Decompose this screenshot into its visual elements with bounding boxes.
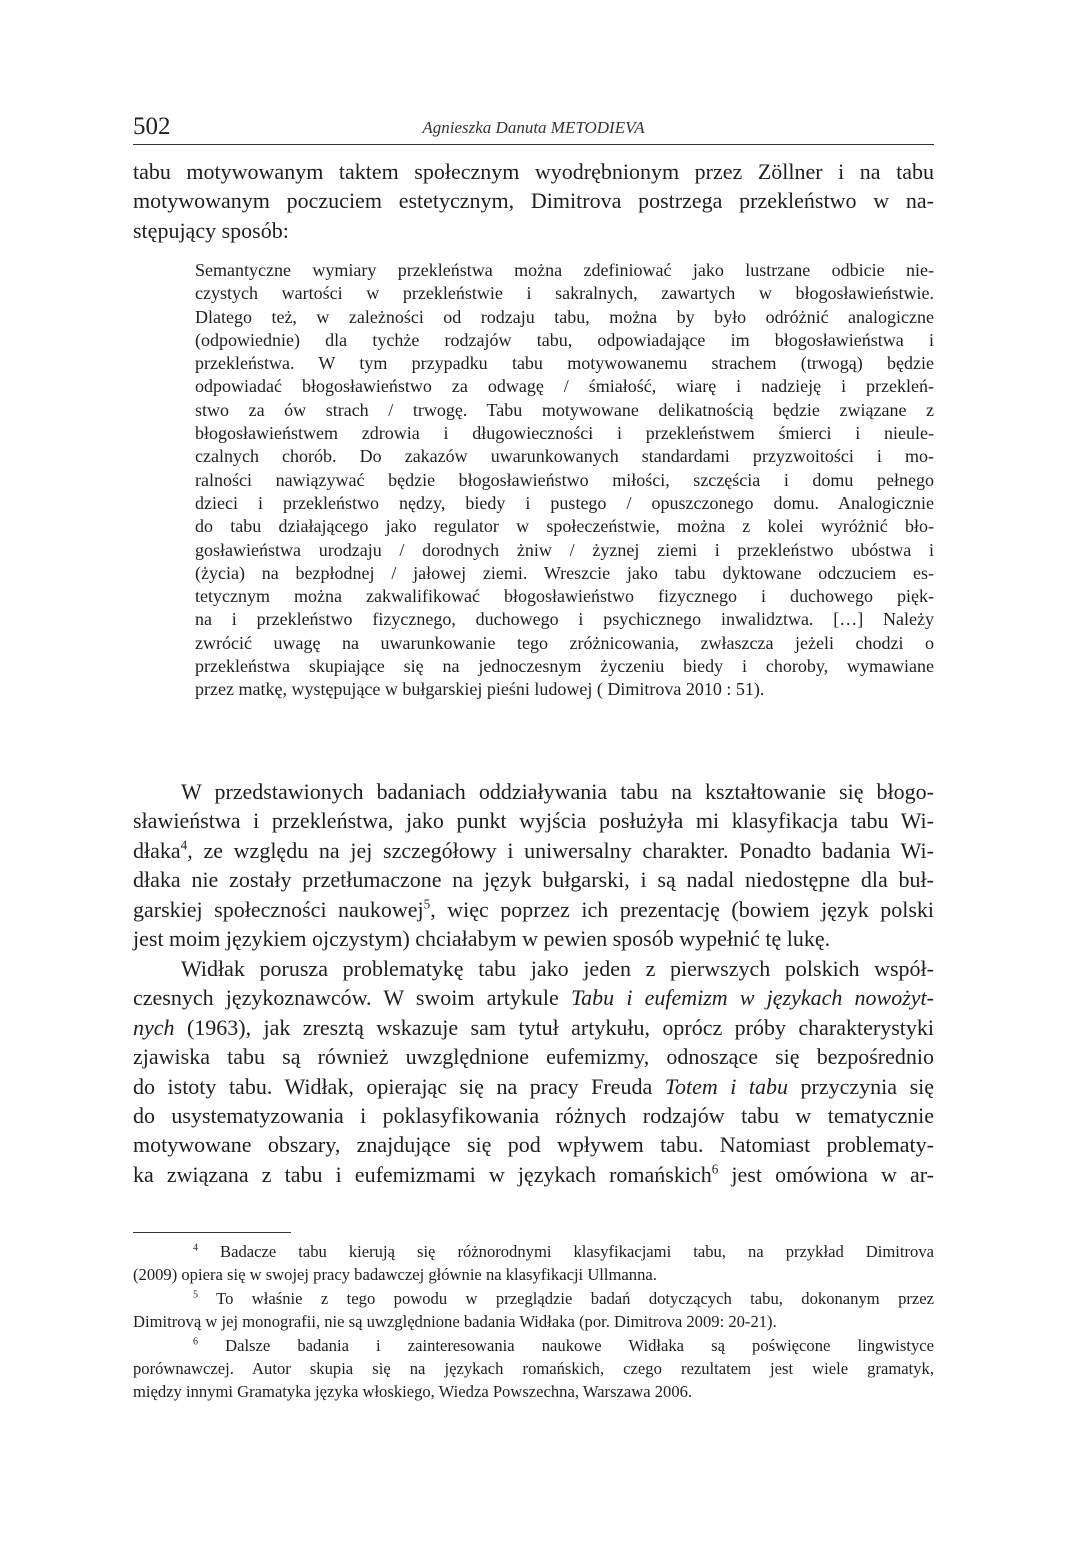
page-number: 502: [133, 113, 171, 140]
text-line: tabu motywowanym taktem społecznym wyodrębnionym przez Zöllner i na tabu: [133, 159, 934, 184]
quote-line: (odpowiednie) dla tychże rodzajów tabu, odpowiadające im błogosławieństwa i: [195, 329, 934, 350]
text-fragment: garskiej społeczności naukowej: [133, 896, 424, 922]
work-title-italic: Tabu i eufemizm w językach nowożyt-: [570, 985, 934, 1011]
quote-line: tetycznym można zakwalifikować błogosławieństwo fizycznego i duchowego pięk-: [195, 586, 934, 607]
text-line: do usystematyzowania i poklasyfikowania różnych rodzajów tabu w tematycznie: [133, 1103, 934, 1129]
intro-paragraph: [133, 157, 934, 245]
footnote-6-line: między innymi Gramatyka języka włoskiego, Wiedza Powszechna, Warszawa 2006.: [133, 1382, 693, 1402]
text-line: jest moim językiem ojczystym) chciałabym w pewien sposób wypełnić tę lukę.: [133, 926, 831, 952]
text-fragment: Dalsze badania i zainteresowania naukowe Widłaka są poświęcone lingwistyce: [225, 1335, 934, 1355]
widlak-paragraph: [133, 954, 934, 1189]
quote-line: dzieci i przekleństwo nędzy, biedy i pustego / opuszczonego domu. Analogicznie: [195, 492, 934, 513]
research-paragraph: [133, 777, 934, 953]
footnote-mark: 6: [193, 1336, 198, 1348]
quote-line: przekleństwa skupiające się na jednoczesnym życzeniu biedy i choroby, wymawiane: [195, 656, 934, 677]
text-fragment: dłaka: [133, 837, 181, 863]
quote-line: Semantyczne wymiary przekleństwa można zdefiniować jako lustrzane odbicie nie-: [195, 260, 934, 280]
text-line: dłaka nie zostały przetłumaczone na język bułgarski, i są nadal niedostępne dla buł-: [133, 867, 934, 893]
text-fragment: To właśnie z tego powodu w przeglądzie badań dotyczących tabu, dokonanym przez: [216, 1288, 934, 1308]
text-line: [133, 895, 934, 924]
footnote-5-line: [133, 1287, 934, 1310]
footnote-mark: 4: [193, 1242, 198, 1254]
text-fragment: (1963), jak zresztą wskazuje sam tytuł artykułu, oprócz próby charakterystyki: [174, 1014, 934, 1040]
text-line: sławieństwa i przekleństwa, jako punkt wyjścia posłużyła mi klasyfikacja tabu Wi-: [133, 808, 934, 834]
page-header: [133, 112, 934, 145]
quote-line: czystych wartości w przekleństwie i sakralnych, zawartych w błogosławieństwie.: [195, 283, 934, 304]
footnotes: [133, 1240, 934, 1404]
footnote-mark: 5: [193, 1289, 198, 1301]
text-fragment: ka związana z tabu i eufemizmami w językach romańskich: [133, 1161, 712, 1187]
footnote-6-line: [133, 1334, 934, 1357]
quote-line: Dlatego też, w zależności od rodzaju tabu, można by było odróżnić analogiczne: [195, 306, 934, 327]
text-fragment: jest omówiona w ar-: [718, 1161, 934, 1187]
footnote-4-line: (2009) opiera się w swojej pracy badawczej głównie na klasyfikacji Ullmanna.: [133, 1265, 657, 1285]
quote-line: na i przekleństwo fizycznego, duchowego i psychicznego inwalidztwa. […] Należy: [195, 609, 934, 630]
quote-line: zwrócić uwagę na uwarunkowanie tego zróżnicowania, zwłaszcza jeżeli chodzi o: [195, 632, 934, 653]
footnote-separator: [133, 1232, 291, 1233]
running-title: Agnieszka Danuta METODIEVA: [422, 118, 645, 137]
text-line: [133, 1072, 934, 1101]
text-line: W przedstawionych badaniach oddziaływania tabu na kształtowanie się błogo-: [181, 779, 934, 804]
text-fragment: Badacze tabu kierują się różnorodnymi klasyfikacjami tabu, na przykład Dimitrova: [220, 1242, 934, 1261]
text-line: [133, 983, 934, 1012]
quote-line: błogosławieństwem zdrowia i długowieczności i przekleństwem śmierci i nieule-: [195, 423, 934, 444]
block-quote: [195, 259, 934, 702]
footnote-reference[interactable]: 5: [423, 896, 431, 912]
quote-line: czalnych chorób. Do zakazów uwarunkowanych standardami przyzwoitości i mo-: [195, 446, 934, 467]
footnote-4-line: [133, 1240, 934, 1263]
quote-line: do tabu działającego jako regulator w społeczeństwie, można z kolei wyróżnić bło-: [195, 516, 934, 537]
text-line: [133, 1160, 934, 1189]
text-line: motywowane obszary, znajdujące się pod wpływem tabu. Natomiast problematy-: [133, 1132, 934, 1158]
text-fragment: , ze względu na jej szczegółowy i uniwersalny charakter. Ponadto badania Wi-: [187, 837, 934, 863]
quote-line: (życia) na bezpłodnej / jałowej ziemi. Wreszcie jako tabu dyktowane odczuciem es-: [195, 562, 934, 583]
footnote-reference[interactable]: 4: [180, 837, 188, 853]
text-fragment: przyczynia się: [788, 1073, 935, 1099]
quote-line: stwo za ów strach / trwogę. Tabu motywowane delikatnością będzie związane z: [195, 399, 934, 420]
text-line: [133, 1013, 934, 1042]
text-line: stępujący sposób:: [133, 217, 289, 243]
footnote-6-line: porównawczej. Autor skupia się na językach romańskich, czego rezultatem jest wiele gramatyk,: [133, 1359, 934, 1379]
footnote-reference[interactable]: 6: [711, 1161, 719, 1177]
text-line: zjawiska tabu są również uwzględnione eufemizmy, odnoszące się bezpośrednio: [133, 1044, 934, 1070]
quote-line: odpowiadać błogosławieństwo za odwagę / śmiałość, wiarę i nadzieję i przekleń-: [195, 376, 934, 397]
text-line: motywowanym poczuciem estetycznym, Dimitrova postrzega przekleństwo w na-: [133, 188, 934, 214]
quote-line: gosławieństwa urodzaju / dorodnych żniw / żyznej ziemi i przekleństwo ubóstwa i: [195, 539, 934, 560]
work-title-italic: nych: [133, 1014, 175, 1040]
quote-line: przekleństwa. W tym przypadku tabu motywowanemu strachem (trwogą) będzie: [195, 353, 934, 374]
text-fragment: czesnych językoznawców. W swoim artykule: [133, 985, 571, 1011]
text-line: [133, 836, 934, 865]
text-fragment: , więc poprzez ich prezentację (bowiem język polski: [430, 896, 935, 922]
work-title-italic: Totem i tabu: [664, 1073, 789, 1099]
text-fragment: do istoty tabu. Widłak, opierając się na pracy Freuda: [133, 1073, 665, 1099]
quote-line: przez matkę, występujące w bułgarskiej pieśni ludowej ( Dimitrova 2010 : 51).: [195, 679, 765, 700]
text-line: Widłak porusza problematykę tabu jako jeden z pierwszych polskich współ-: [181, 956, 934, 981]
quote-line: ralności nawiązywać będzie błogosławieństwo miłości, szczęścia i domu pełnego: [195, 469, 934, 490]
footnote-5-line: Dimitrovą w jej monografii, nie są uwzględnione badania Widłaka (por. Dimitrova 2009: 20-21).: [133, 1312, 777, 1332]
